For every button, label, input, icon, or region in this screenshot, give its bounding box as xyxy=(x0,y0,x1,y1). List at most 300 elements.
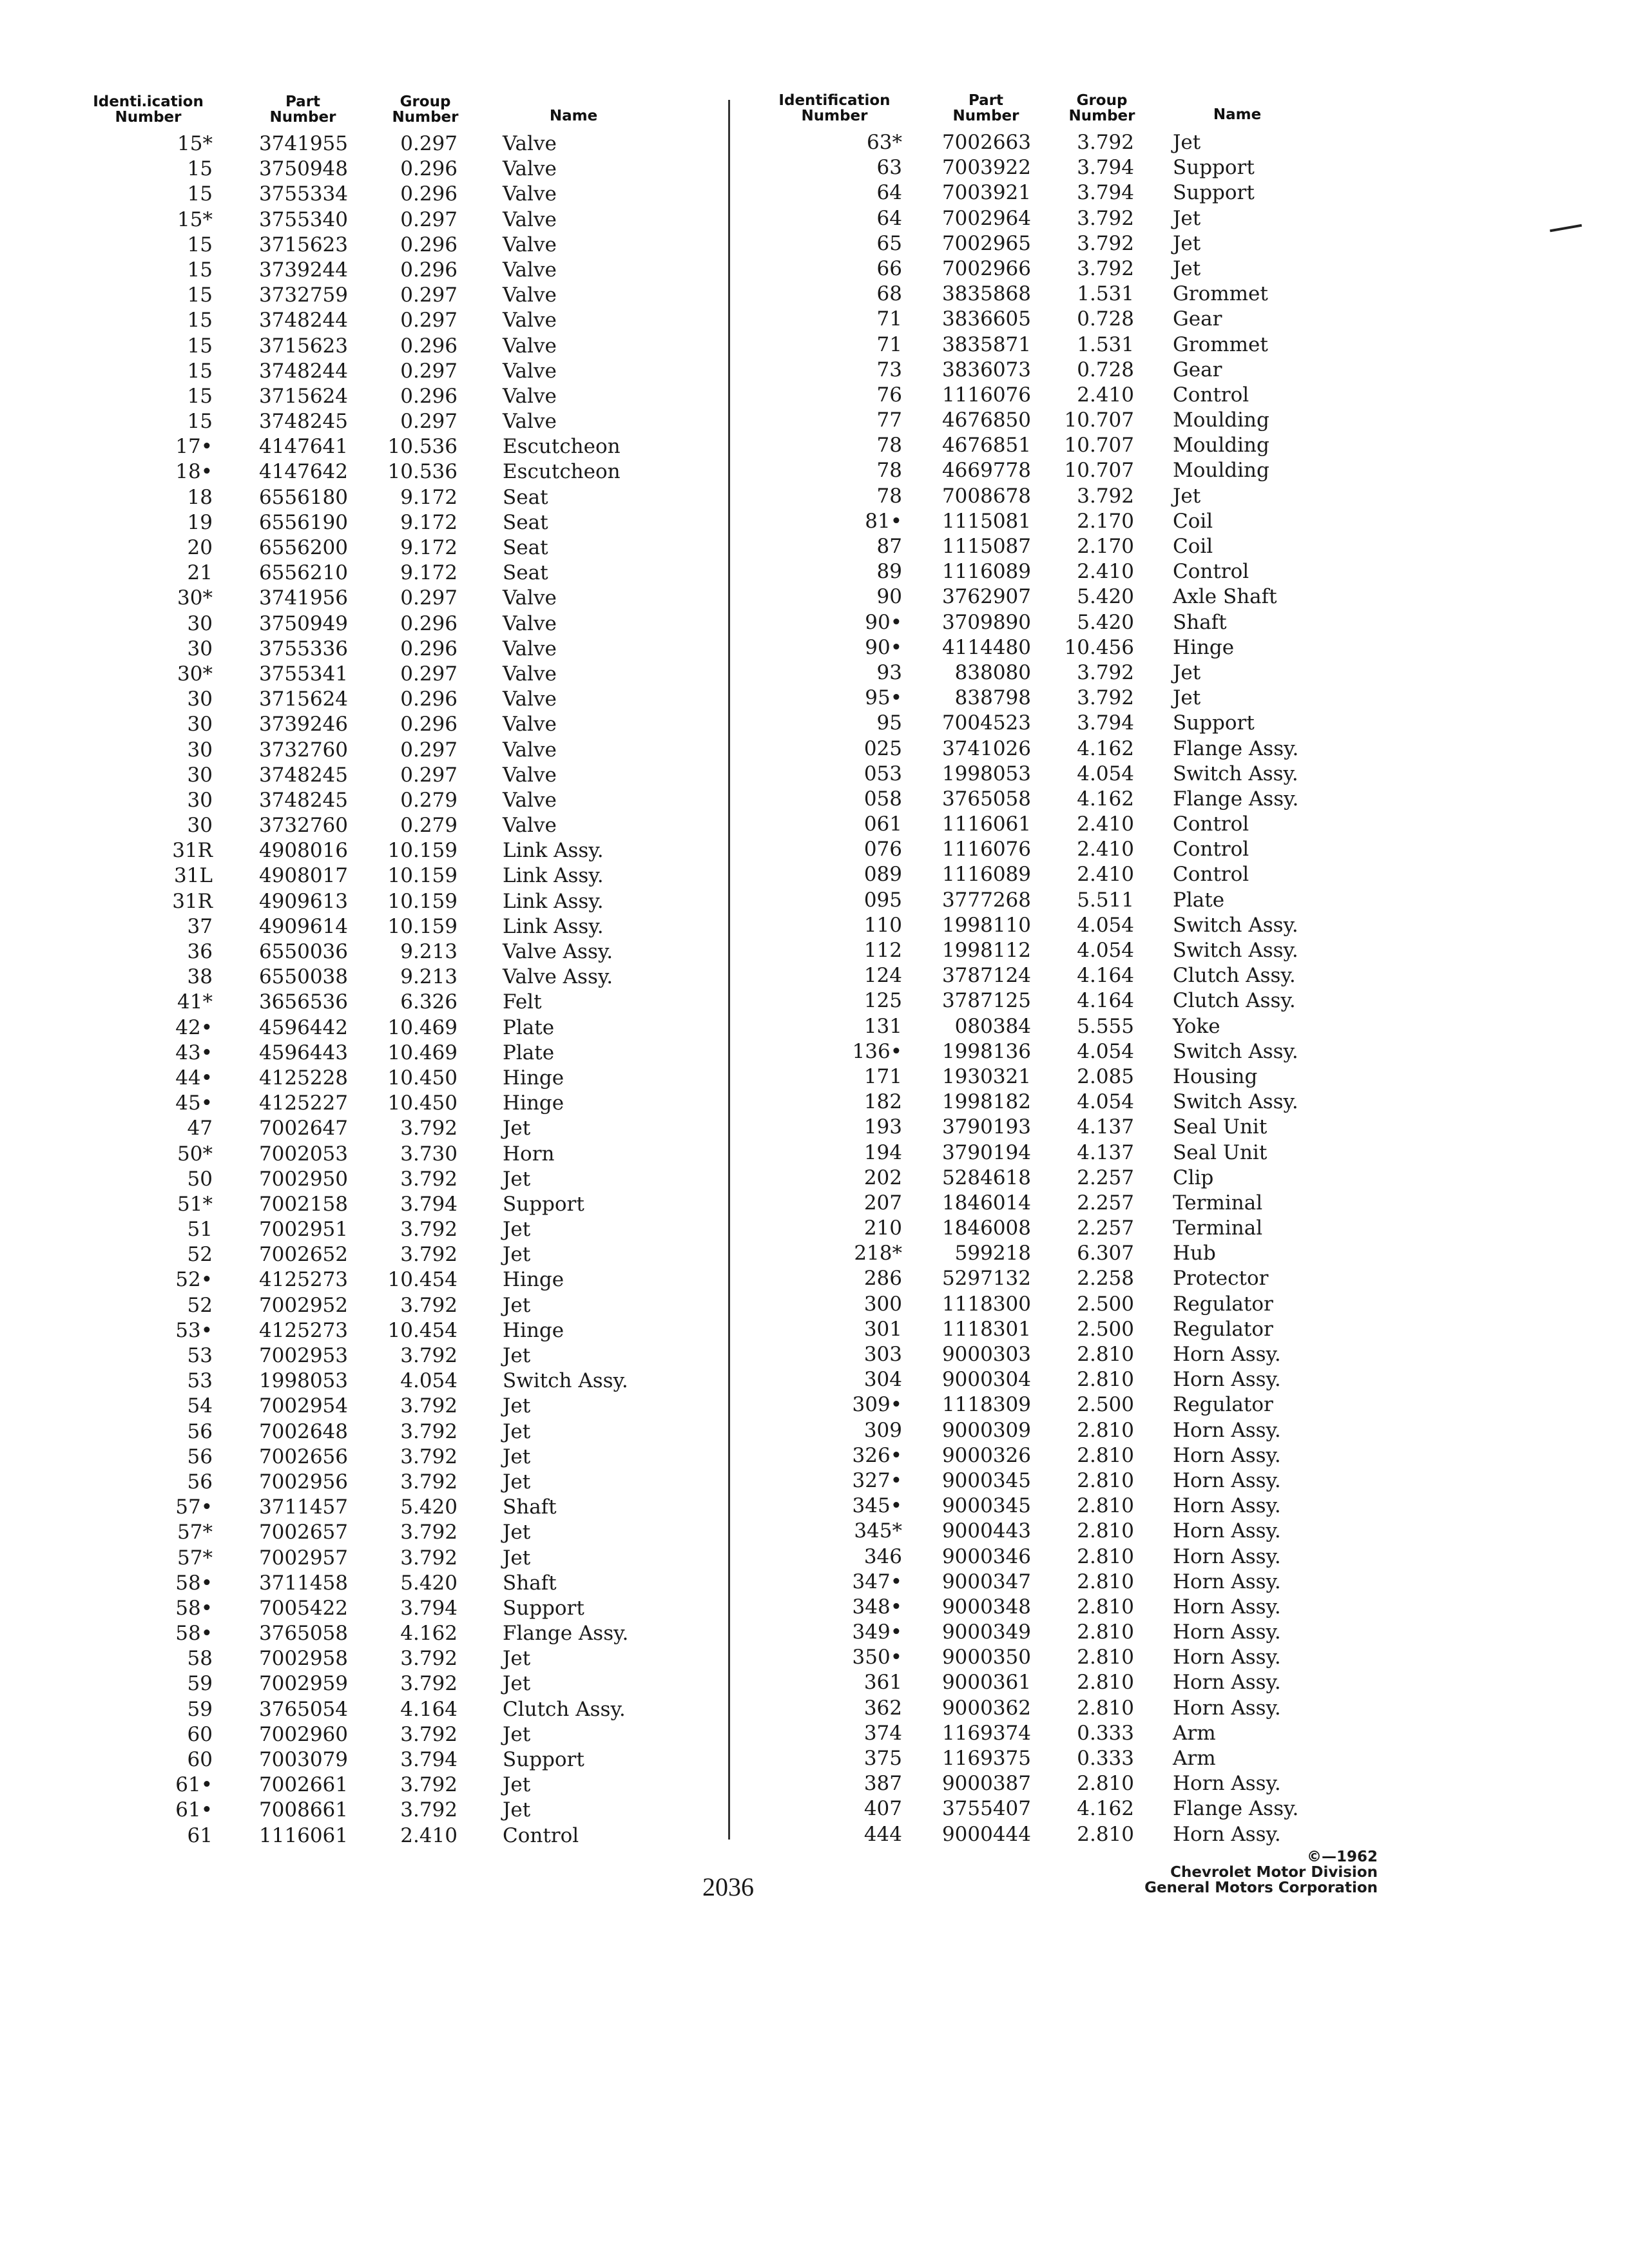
identification-number: 18• xyxy=(175,460,213,484)
group-number: 3.730 xyxy=(400,1142,458,1166)
part-number: 838798 xyxy=(954,686,1031,710)
part-name: Valve xyxy=(503,687,557,711)
part-number: 3765058 xyxy=(258,1622,348,1646)
table-row xyxy=(84,1293,715,1318)
part-name: Escutcheon xyxy=(503,460,621,484)
part-name: Coil xyxy=(1173,509,1213,533)
table-row xyxy=(84,1041,715,1066)
group-number: 10.536 xyxy=(387,460,458,484)
identification-number: 110 xyxy=(863,913,902,937)
page-number: 2036 xyxy=(702,1872,754,1901)
table-row xyxy=(84,308,715,333)
part-name: Horn Assy. xyxy=(1173,1696,1281,1720)
identification-number: 15 xyxy=(187,334,213,358)
identification-number: 57• xyxy=(175,1495,213,1519)
table-row xyxy=(747,155,1373,180)
group-number: 2.810 xyxy=(1077,1443,1134,1467)
table-row xyxy=(747,1317,1373,1342)
part-number: 7002960 xyxy=(258,1722,348,1746)
group-number: 0.333 xyxy=(1077,1721,1134,1745)
table-row xyxy=(747,1721,1373,1746)
identification-number: 50 xyxy=(187,1167,213,1191)
table-row xyxy=(84,1546,715,1571)
header-part-number: Part Number xyxy=(269,93,336,126)
group-number: 0.296 xyxy=(400,687,458,711)
part-number: 1930321 xyxy=(941,1064,1031,1088)
identification-number: 30 xyxy=(187,713,213,736)
table-row xyxy=(84,889,715,914)
part-number: 3755407 xyxy=(941,1797,1031,1821)
table-row xyxy=(84,1571,715,1596)
part-number: 7008661 xyxy=(258,1798,348,1822)
group-number: 0.297 xyxy=(400,662,458,686)
identification-number: 30 xyxy=(187,814,213,838)
table-row xyxy=(747,660,1373,686)
group-number: 4.162 xyxy=(1077,787,1134,811)
group-number: 2.810 xyxy=(1077,1544,1134,1568)
table-row xyxy=(84,258,715,283)
part-number: 7002053 xyxy=(258,1142,348,1166)
table-row xyxy=(84,914,715,939)
part-name: Terminal xyxy=(1173,1191,1263,1215)
part-number: 3656536 xyxy=(258,990,348,1014)
table-row xyxy=(84,1142,715,1167)
part-number: 6556210 xyxy=(258,561,348,585)
identification-number: 309• xyxy=(852,1393,902,1417)
group-number: 4.162 xyxy=(400,1622,458,1646)
table-row xyxy=(84,1520,715,1545)
table-row xyxy=(747,559,1373,584)
identification-number: 202 xyxy=(863,1166,902,1189)
part-name: Flange Assy. xyxy=(1173,736,1299,760)
group-number: 2.810 xyxy=(1077,1494,1134,1518)
part-number: 3777268 xyxy=(941,888,1031,912)
table-row xyxy=(747,534,1373,559)
part-name: Seal Unit xyxy=(1173,1115,1268,1139)
identification-number: 78 xyxy=(876,484,902,508)
group-number: 4.137 xyxy=(1077,1115,1134,1139)
part-name: Valve xyxy=(503,763,557,787)
table-row xyxy=(84,990,715,1015)
corporation-name: General Motors Corporation xyxy=(1144,1879,1378,1896)
group-number: 3.792 xyxy=(400,1394,458,1418)
group-number: 2.410 xyxy=(400,1823,458,1847)
identification-number: 349• xyxy=(852,1620,902,1644)
part-number: 7002158 xyxy=(258,1192,348,1216)
part-number: 7002950 xyxy=(258,1167,348,1191)
part-name: Hinge xyxy=(503,1318,564,1342)
identification-number: 124 xyxy=(863,964,902,988)
part-name: Valve xyxy=(503,207,557,231)
part-name: Hub xyxy=(1173,1242,1216,1265)
part-name: Valve xyxy=(503,284,557,307)
group-number: 0.296 xyxy=(400,611,458,635)
identification-number: 68 xyxy=(876,282,902,306)
part-number: 7002957 xyxy=(258,1546,348,1570)
part-number: 3755341 xyxy=(258,662,348,686)
table-row xyxy=(747,1342,1373,1367)
part-number: 1116061 xyxy=(941,812,1031,836)
part-number: 1846008 xyxy=(941,1216,1031,1240)
identification-number: 15 xyxy=(187,182,213,206)
group-number: 5.420 xyxy=(1077,610,1134,634)
part-number: 3715623 xyxy=(258,334,348,358)
part-name: Jet xyxy=(503,1521,531,1544)
group-number: 3.794 xyxy=(400,1192,458,1216)
group-number: 2.258 xyxy=(1077,1267,1134,1291)
part-number: 3715623 xyxy=(258,233,348,256)
group-number: 2.257 xyxy=(1077,1191,1134,1215)
header-group-number: Group Number xyxy=(1068,92,1135,124)
group-number: 0.279 xyxy=(400,788,458,812)
table-row xyxy=(84,662,715,687)
table-row xyxy=(84,1596,715,1621)
group-number: 3.792 xyxy=(400,1419,458,1443)
group-number: 2.810 xyxy=(1077,1646,1134,1669)
identification-number: 194 xyxy=(863,1140,902,1164)
group-number: 6.307 xyxy=(1077,1242,1134,1265)
group-number: 10.159 xyxy=(387,839,458,863)
group-number: 10.707 xyxy=(1064,434,1134,457)
part-name: Plate xyxy=(503,1015,555,1039)
part-number: 9000345 xyxy=(941,1494,1031,1518)
part-name: Switch Assy. xyxy=(1173,1090,1298,1114)
part-number: 9000303 xyxy=(941,1343,1031,1366)
identification-number: 58• xyxy=(175,1571,213,1595)
left-parts-list xyxy=(84,131,715,1849)
part-name: Support xyxy=(1173,711,1255,735)
group-number: 3.792 xyxy=(400,1672,458,1696)
part-number: 7002663 xyxy=(941,131,1031,154)
identification-number: 193 xyxy=(863,1115,902,1139)
identification-number: 54 xyxy=(187,1394,213,1418)
group-number: 3.794 xyxy=(400,1748,458,1771)
part-number: 3748245 xyxy=(258,788,348,812)
table-row xyxy=(747,307,1373,332)
part-name: Regulator xyxy=(1173,1317,1273,1341)
identification-number: 31L xyxy=(173,864,213,888)
table-row xyxy=(747,837,1373,862)
table-row xyxy=(84,1242,715,1267)
identification-number: 346 xyxy=(863,1544,902,1568)
group-number: 4.054 xyxy=(1077,1039,1134,1063)
identification-number: 50* xyxy=(177,1142,213,1166)
identification-number: 095 xyxy=(863,888,902,912)
part-number: 7002954 xyxy=(258,1394,348,1418)
group-number: 10.454 xyxy=(387,1318,458,1342)
part-number: 4676850 xyxy=(941,408,1031,432)
part-name: Jet xyxy=(503,1647,531,1671)
part-number: 3836073 xyxy=(941,358,1031,381)
table-row xyxy=(747,1670,1373,1695)
table-row xyxy=(84,1192,715,1217)
group-number: 2.410 xyxy=(1077,812,1134,836)
group-number: 0.296 xyxy=(400,334,458,358)
table-row xyxy=(84,1823,715,1849)
part-number: 3741955 xyxy=(258,132,348,155)
identification-number: 30 xyxy=(187,637,213,660)
group-number: 2.410 xyxy=(1077,560,1134,584)
group-number: 10.159 xyxy=(387,864,458,888)
group-number: 4.054 xyxy=(1077,762,1134,785)
identification-number: 326• xyxy=(852,1443,902,1467)
part-number: 1116089 xyxy=(941,560,1031,584)
table-row xyxy=(84,1495,715,1520)
table-row xyxy=(84,838,715,863)
identification-number: 36 xyxy=(187,940,213,963)
part-number: 1998112 xyxy=(941,939,1031,962)
group-number: 2.810 xyxy=(1077,1418,1134,1442)
identification-number: 78 xyxy=(876,434,902,457)
part-number: 1116061 xyxy=(258,1823,348,1847)
group-number: 3.794 xyxy=(1077,156,1134,180)
group-number: 9.172 xyxy=(400,561,458,585)
part-name: Jet xyxy=(1173,686,1201,710)
identification-number: 57* xyxy=(177,1546,213,1570)
group-number: 3.792 xyxy=(1077,686,1134,710)
part-number: 7003079 xyxy=(258,1748,348,1771)
part-name: Horn Assy. xyxy=(1173,1822,1281,1846)
part-number: 3762907 xyxy=(941,585,1031,609)
part-number: 599218 xyxy=(954,1242,1031,1265)
table-row xyxy=(84,233,715,258)
group-number: 3.792 xyxy=(400,1445,458,1468)
table-row xyxy=(747,1241,1373,1266)
table-row xyxy=(84,1470,715,1495)
group-number: 5.420 xyxy=(1077,585,1134,609)
table-row xyxy=(747,1494,1373,1519)
part-number: 7004523 xyxy=(941,711,1031,735)
part-name: Horn Assy. xyxy=(1173,1620,1281,1644)
group-number: 4.162 xyxy=(1077,1797,1134,1821)
part-name: Valve xyxy=(503,788,557,812)
identification-number: 76 xyxy=(876,383,902,407)
part-number: 9000346 xyxy=(941,1544,1031,1568)
part-number: 3741026 xyxy=(941,736,1031,760)
group-number: 3.792 xyxy=(400,1344,458,1367)
identification-number: 53• xyxy=(175,1318,213,1342)
part-number: 9000309 xyxy=(941,1418,1031,1442)
part-name: Gear xyxy=(1173,358,1222,381)
identification-number: 30 xyxy=(187,738,213,762)
identification-number: 51 xyxy=(187,1218,213,1242)
header-name: Name xyxy=(1213,106,1262,123)
table-row xyxy=(747,358,1373,383)
part-number: 3739246 xyxy=(258,713,348,736)
identification-number: 025 xyxy=(863,736,902,760)
table-row xyxy=(84,359,715,384)
identification-number: 362 xyxy=(863,1696,902,1720)
part-name: Horn Assy. xyxy=(1173,1570,1281,1593)
identification-number: 45• xyxy=(175,1091,213,1115)
group-number: 2.810 xyxy=(1077,1519,1134,1543)
group-number: 5.511 xyxy=(1077,888,1134,912)
part-number: 9000387 xyxy=(941,1772,1031,1796)
identification-number: 407 xyxy=(863,1797,902,1821)
part-number: 4908017 xyxy=(258,864,348,888)
part-name: Valve xyxy=(503,309,557,332)
part-number: 3739244 xyxy=(258,258,348,282)
part-name: Hinge xyxy=(503,1066,564,1090)
identification-number: 348• xyxy=(852,1595,902,1619)
part-number: 9000349 xyxy=(941,1620,1031,1644)
part-name: Clutch Assy. xyxy=(503,1697,626,1721)
table-row xyxy=(747,686,1373,711)
part-name: Seat xyxy=(503,561,548,585)
part-number: 080384 xyxy=(954,1014,1031,1038)
identification-number: 301 xyxy=(863,1317,902,1341)
group-number: 2.810 xyxy=(1077,1696,1134,1720)
group-number: 10.159 xyxy=(387,914,458,938)
part-name: Jet xyxy=(503,1344,531,1367)
group-number: 4.054 xyxy=(1077,913,1134,937)
part-number: 3765058 xyxy=(941,787,1031,811)
identification-number: 90• xyxy=(865,610,902,634)
identification-number: 125 xyxy=(863,989,902,1013)
part-number: 1118301 xyxy=(941,1317,1031,1341)
identification-number: 15* xyxy=(177,132,213,155)
identification-number: 327• xyxy=(852,1468,902,1492)
table-row xyxy=(747,1039,1373,1064)
header-group-number: Group Number xyxy=(392,93,459,126)
identification-number: 15 xyxy=(187,309,213,332)
group-number: 0.297 xyxy=(400,738,458,762)
part-number: 4909613 xyxy=(258,889,348,913)
table-row xyxy=(747,913,1373,938)
part-number: 3755334 xyxy=(258,182,348,206)
table-row xyxy=(84,1091,715,1116)
table-row xyxy=(747,584,1373,610)
group-number: 10.454 xyxy=(387,1268,458,1292)
part-number: 3790193 xyxy=(941,1115,1031,1139)
part-number: 1116076 xyxy=(941,383,1031,407)
table-row xyxy=(747,635,1373,660)
group-number: 3.792 xyxy=(1077,484,1134,508)
part-name: Horn Assy. xyxy=(1173,1646,1281,1669)
group-number: 3.792 xyxy=(400,1117,458,1140)
part-number: 7003921 xyxy=(941,181,1031,205)
part-name: Valve xyxy=(503,132,557,155)
identification-number: 300 xyxy=(863,1292,902,1316)
part-number: 9000326 xyxy=(941,1443,1031,1467)
part-name: Valve xyxy=(503,662,557,686)
part-number: 6556200 xyxy=(258,536,348,559)
part-name: Jet xyxy=(503,1167,531,1191)
part-name: Valve Assy. xyxy=(503,965,613,989)
part-name: Plate xyxy=(1173,888,1225,912)
part-name: Seat xyxy=(503,510,548,534)
part-name: Valve xyxy=(503,738,557,762)
part-name: Control xyxy=(1173,383,1249,407)
identification-number: 42• xyxy=(175,1015,213,1039)
identification-number: 47 xyxy=(187,1117,213,1140)
part-name: Valve xyxy=(503,410,557,434)
part-name: Horn Assy. xyxy=(1173,1772,1281,1796)
group-number: 2.170 xyxy=(1077,509,1134,533)
part-name: Jet xyxy=(503,1394,531,1418)
identification-number: 19 xyxy=(187,510,213,534)
identification-number: 15* xyxy=(177,207,213,231)
identification-number: 182 xyxy=(863,1090,902,1114)
part-number: 7002952 xyxy=(258,1293,348,1317)
table-row xyxy=(747,1216,1373,1241)
part-number: 1846014 xyxy=(941,1191,1031,1215)
identification-number: 89 xyxy=(876,560,902,584)
part-name: Grommet xyxy=(1173,332,1268,356)
table-row xyxy=(84,1445,715,1470)
part-number: 3741956 xyxy=(258,586,348,610)
part-number: 3748245 xyxy=(258,410,348,434)
group-number: 4.137 xyxy=(1077,1140,1134,1164)
identification-number: 61• xyxy=(175,1798,213,1822)
part-number: 3787125 xyxy=(941,989,1031,1013)
part-number: 7002958 xyxy=(258,1647,348,1671)
group-number: 0.297 xyxy=(400,132,458,155)
part-name: Clip xyxy=(1173,1166,1214,1189)
table-row xyxy=(84,863,715,889)
part-name: Switch Assy. xyxy=(503,1369,628,1393)
part-number: 1169374 xyxy=(941,1721,1031,1745)
table-row xyxy=(84,1773,715,1798)
identification-number: 30 xyxy=(187,763,213,787)
group-number: 10.450 xyxy=(387,1091,458,1115)
table-row xyxy=(747,1014,1373,1039)
identification-number: 218* xyxy=(854,1242,902,1265)
group-number: 2.170 xyxy=(1077,535,1134,558)
table-row xyxy=(84,561,715,586)
part-name: Seat xyxy=(503,485,548,509)
identification-number: 59 xyxy=(187,1672,213,1696)
identification-number: 30* xyxy=(177,662,213,686)
identification-number: 44• xyxy=(175,1066,213,1090)
part-name: Hinge xyxy=(503,1268,564,1292)
part-name: Support xyxy=(503,1596,584,1620)
part-number: 7002964 xyxy=(941,206,1031,230)
stray-mark xyxy=(1550,224,1582,233)
identification-number: 60 xyxy=(187,1748,213,1771)
right-column-header xyxy=(747,94,1373,133)
part-name: Support xyxy=(1173,181,1255,205)
part-number: 1169375 xyxy=(941,1747,1031,1770)
part-name: Jet xyxy=(1173,660,1201,684)
table-row xyxy=(84,1066,715,1091)
part-name: Horn Assy. xyxy=(1173,1519,1281,1543)
group-number: 4.164 xyxy=(1077,964,1134,988)
group-number: 3.792 xyxy=(400,1773,458,1797)
identification-number: 58 xyxy=(187,1647,213,1671)
identification-number: 63* xyxy=(867,131,902,154)
identification-number: 37 xyxy=(187,914,213,938)
group-number: 2.257 xyxy=(1077,1166,1134,1189)
group-number: 2.810 xyxy=(1077,1468,1134,1492)
identification-number: 17• xyxy=(175,435,213,459)
part-number: 3711458 xyxy=(258,1571,348,1595)
part-name: Arm xyxy=(1173,1747,1216,1770)
identification-number: 31R xyxy=(172,839,213,863)
identification-number: 59 xyxy=(187,1697,213,1721)
table-row xyxy=(747,180,1373,206)
identification-number: 347• xyxy=(852,1570,902,1593)
group-number: 2.810 xyxy=(1077,1772,1134,1796)
table-row xyxy=(84,1747,715,1773)
group-number: 9.213 xyxy=(400,940,458,963)
identification-number: 304 xyxy=(863,1368,902,1392)
table-row xyxy=(747,484,1373,509)
part-name: Horn Assy. xyxy=(1173,1671,1281,1695)
part-name: Horn Assy. xyxy=(1173,1368,1281,1392)
table-row xyxy=(747,1822,1373,1847)
table-row xyxy=(84,1671,715,1696)
